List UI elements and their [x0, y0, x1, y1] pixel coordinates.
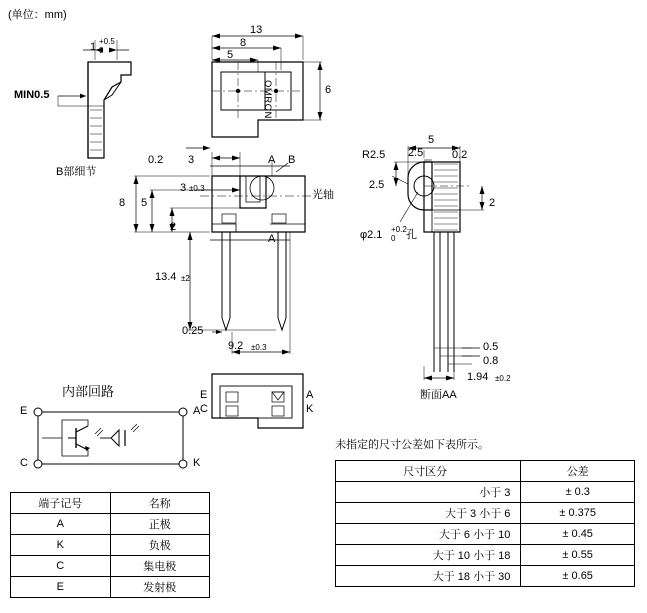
- dim-3-03-label: 3: [180, 182, 187, 194]
- tolerance-range: 小于 3: [336, 482, 521, 503]
- tolerance-value: ± 0.375: [521, 503, 635, 524]
- dim-8-top-label: 8: [240, 37, 247, 49]
- terminal-name: 正极: [110, 514, 210, 535]
- tolerance-header-range: 尺寸区分: [336, 461, 521, 482]
- table-row: [336, 482, 635, 503]
- tolerance-header-value: 公差: [521, 461, 635, 482]
- dim-025-label: 0.25: [182, 325, 204, 337]
- hole-sub: 0: [391, 234, 396, 243]
- front-view: [134, 146, 317, 355]
- hole-sup: +0.2: [391, 225, 407, 234]
- bottom-pin-c: C: [200, 403, 208, 415]
- section-aa-view: [392, 146, 485, 381]
- hole-phi-label: φ2.1: [360, 229, 383, 241]
- bottom-pin-e: E: [200, 389, 208, 401]
- brand-label: OMRON: [262, 80, 273, 119]
- dim-2-right-aa-label: 2: [489, 197, 496, 209]
- circuit-pin-k: K: [193, 457, 201, 469]
- dim-13-label: 13: [250, 24, 263, 36]
- terminal-symbol: K: [11, 535, 111, 556]
- terminal-header-symbol: 端子记号: [11, 493, 111, 514]
- optical-axis-label: 光轴: [312, 189, 334, 201]
- dim-194-tol: ±0.2: [495, 374, 511, 383]
- terminal-symbol: A: [11, 514, 111, 535]
- internal-circuit-title: 内部回路: [62, 384, 115, 399]
- bottom-pin-a: A: [306, 389, 314, 401]
- terminal-name: 负极: [110, 535, 210, 556]
- table-header-row: [11, 493, 210, 514]
- tolerance-note: 未指定的尺寸公差如下表所示。: [335, 439, 489, 451]
- terminal-header-name: 名称: [110, 493, 210, 514]
- dim-02-aa-label: 0.2: [452, 149, 468, 161]
- tolerance-value: ± 0.65: [521, 566, 635, 587]
- table-row: [11, 514, 210, 535]
- min05-label: MIN0.5: [14, 89, 50, 101]
- dim-02-left-label: 0.2: [148, 154, 164, 166]
- dim-134-label: 13.4: [155, 271, 177, 283]
- table-row: [336, 566, 635, 587]
- tolerance-value: ± 0.55: [521, 545, 635, 566]
- dim-1-sup: +0.5: [99, 37, 115, 46]
- dim-5-aa-label: 5: [428, 134, 435, 146]
- dim-92-label: 9.2: [228, 340, 244, 352]
- dim-5-top-label: 5: [227, 49, 234, 61]
- detail-b-title: B部细节: [56, 166, 97, 178]
- tolerance-range: 大于 10 小于 18: [336, 545, 521, 566]
- dim-3-left-label: 3: [188, 154, 195, 166]
- table-header-row: [336, 461, 635, 482]
- dim-25-aa-label: 2.5: [408, 147, 424, 159]
- mark-b-top: B: [288, 154, 296, 166]
- dim-134-tol: ±2: [181, 274, 190, 283]
- section-aa-title: 断面AA: [420, 389, 457, 401]
- tolerance-range: 大于 3 小于 6: [336, 503, 521, 524]
- unit-note: (单位：mm): [8, 9, 67, 21]
- dim-08-pin-label: 0.8: [483, 355, 499, 367]
- dim-2-side-label: 2: [170, 221, 177, 233]
- hole-word-label: 孔: [406, 229, 417, 241]
- dim-1-sub: 0: [99, 46, 104, 55]
- mark-a-bottom: A: [268, 233, 276, 245]
- dim-194-label: 1.94: [467, 371, 489, 383]
- terminal-name: 集电极: [110, 556, 210, 577]
- detail-b-view: [58, 37, 131, 158]
- dim-1-label: 1: [90, 41, 97, 53]
- dim-6-right-label: 6: [325, 84, 332, 96]
- terminal-table: [10, 492, 210, 598]
- terminal-name: 发射极: [110, 577, 210, 598]
- internal-circuit-view: [34, 408, 187, 468]
- dim-5-side-label: 5: [141, 197, 148, 209]
- tolerance-value: ± 0.3: [521, 482, 635, 503]
- bottom-view: [212, 374, 303, 428]
- bottom-pin-k: K: [306, 403, 314, 415]
- tolerance-range: 大于 6 小于 10: [336, 524, 521, 545]
- circuit-pin-a: A: [193, 405, 201, 417]
- terminal-symbol: E: [11, 577, 111, 598]
- table-row: [11, 577, 210, 598]
- tolerance-value: ± 0.45: [521, 524, 635, 545]
- table-row: [11, 535, 210, 556]
- mark-a-top: A: [268, 154, 276, 166]
- table-row: [336, 545, 635, 566]
- dim-3-03-tol: ±0.3: [189, 184, 205, 193]
- tolerance-table: [335, 460, 635, 587]
- table-row: [11, 556, 210, 577]
- table-row: [336, 503, 635, 524]
- terminal-symbol: C: [11, 556, 111, 577]
- dim-8-side-label: 8: [119, 197, 126, 209]
- r25-label: R2.5: [362, 149, 386, 161]
- dim-25-left-aa-label: 2.5: [369, 179, 385, 191]
- tolerance-range: 大于 18 小于 30: [336, 566, 521, 587]
- circuit-pin-e: E: [20, 405, 28, 417]
- dim-92-tol: ±0.3: [251, 343, 267, 352]
- circuit-pin-c: C: [20, 457, 28, 469]
- table-row: [336, 524, 635, 545]
- dim-05-pin-label: 0.5: [483, 341, 499, 353]
